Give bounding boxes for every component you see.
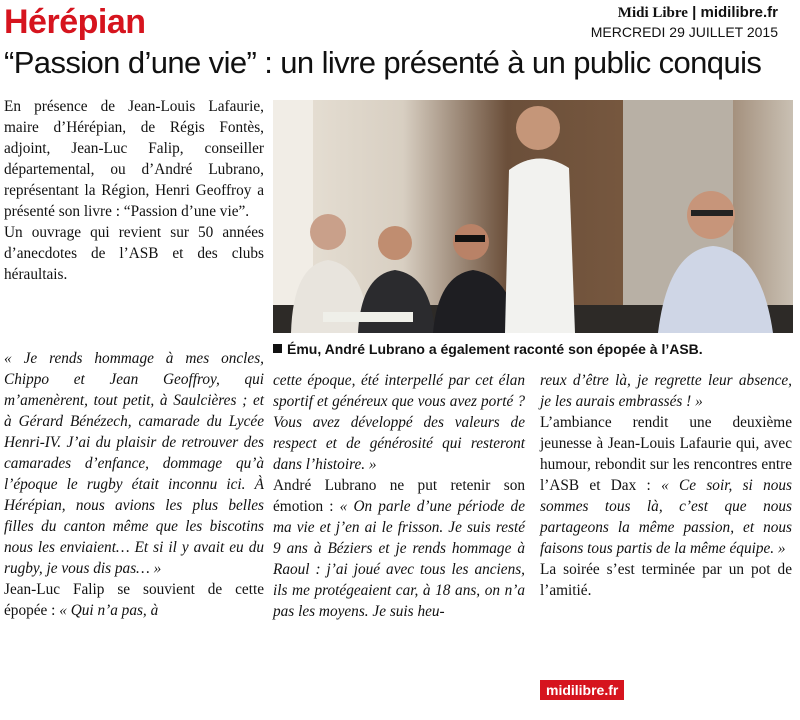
article-photo [273, 100, 793, 333]
lubrano-intro: André Lubrano ne put retenir son émotion : [273, 477, 525, 515]
lubrano-quote-end: reux d’être là, je regrette leur absence, je les aurais embrassés ! » [540, 372, 792, 410]
falip-paragraph [4, 579, 264, 621]
midilibre-logo: midilibre.fr [540, 680, 624, 700]
article-lead-column [4, 96, 264, 285]
summary-paragraph: Un ouvrage qui revient sur 50 années d’anecdotes de l’ASB et des clubs héraultais. [4, 224, 264, 283]
article-column-2 [273, 370, 525, 622]
lubrano-quote-start: « On parle d’une période de ma vie et j’en ai le frisson. Je suis resté 9 ans à Béziers et je rends hommage à Raoul : j’ai joué avec tous les anciens, ils me protégeaient car, à 18 ans, on n’a pas les moyens. Je suis heu- [273, 498, 525, 620]
intro-paragraph: En présence de Jean-Louis Lafaurie, maire d’Hérépian, de Régis Fontès, adjoint, Jean-Luc Falip, conseiller départemental, ou d’André Lubrano, représentant la Région, Henri Geoffroy a présenté son livre : “Passion d’une vie”. [4, 98, 264, 220]
masthead-separator: | [692, 4, 697, 21]
photo-caption [273, 340, 793, 358]
closing-paragraph: La soirée s’est terminée par un pot de l’amitié. [540, 561, 792, 599]
publication-date: MERCREDI 29 JUILLET 2015 [590, 24, 778, 40]
lafaurie-quote: « Ce soir, si nous sommes tous là, c’est que nous partageons la même passion, et nous faisons tous partis de la même équipe. » [540, 477, 792, 557]
article-column-1 [4, 348, 264, 621]
falip-quote-end: cette époque, été interpellé par cet élan sportif et généreux que vous avez porté ? Vous avez développé des valeurs de respect et de générosité qui resteront dans l’histoire. » [273, 372, 525, 473]
photo-caption-text: Ému, André Lubrano a également raconté son épopée à l’ASB. [287, 341, 703, 357]
photo-illustration [273, 100, 793, 333]
article-column-3 [540, 370, 792, 601]
falip-intro: Jean-Luc Falip se souvient de cette épopée : [4, 581, 264, 619]
ambiance-paragraph [540, 412, 792, 559]
caption-square-icon [273, 344, 282, 353]
ambiance-intro: L’ambiance rendit une deuxième jeunesse à Jean-Louis Lafaurie qui, avec humour, rebondit sur les rencontres entre l’ASB et Dax : [540, 414, 792, 494]
falip-quote-start: « Qui n’a pas, à [59, 602, 159, 619]
publication-website: midilibre.fr [700, 4, 778, 21]
lubrano-paragraph [273, 475, 525, 622]
publication-name: Midi Libre [617, 5, 688, 21]
masthead [591, 4, 778, 40]
quote-paragraph: « Je rends hommage à mes oncles, Chippo et Jean Geoffroy, qui m’amenèrent, tout petit, à Saulcières ; et à Gérard Bénézech, camarade du Lycée Henri-IV. J’ai du plaisir de retrouver des camarades d’enfance, dommage qu’à l’époque le rugby était inconnu ici. À Hérépian, nous avions les plus belles filles du canton même que les biscotins nous les enviaient… Et si il y avait eu du rugby, je vous dis pas… » [4, 350, 264, 577]
article-headline: “Passion d’une vie” : un livre présenté à un public conquis [4, 45, 762, 80]
publication-line [591, 4, 778, 22]
locality-title: Hérépian [4, 3, 146, 41]
